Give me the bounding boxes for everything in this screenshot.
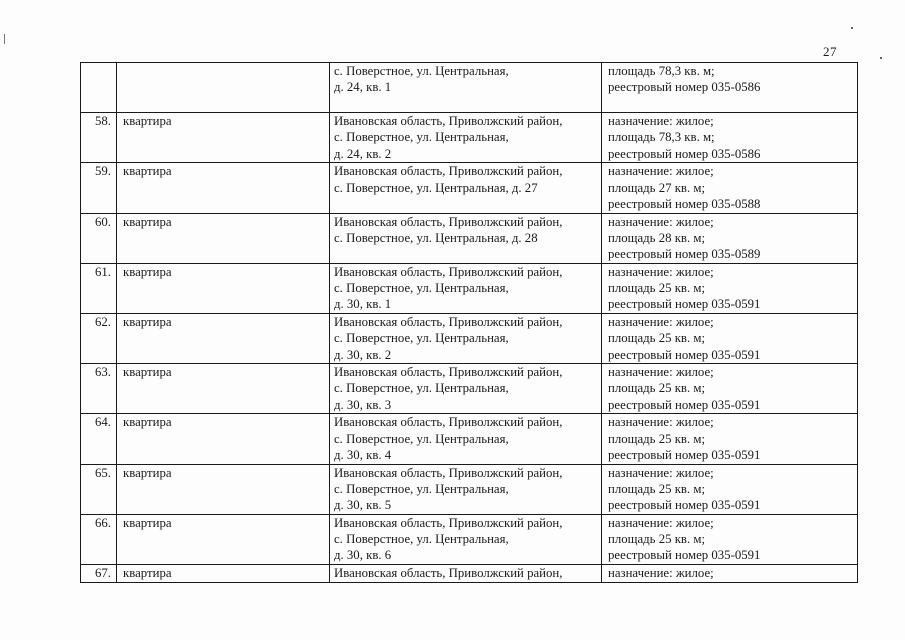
table-row [81, 464, 858, 514]
object-type: квартира [117, 414, 330, 464]
object-details: назначение: жилое; площадь 27 кв. м; реестровый номер 035-0588 [602, 163, 858, 213]
object-address: Ивановская область, Приволжский район, с. Поверстное, ул. Центральная, д. 27 [330, 163, 602, 213]
object-address: Ивановская область, Приволжский район, с. Поверстное, ул. Центральная, д. 30, кв. 1 [330, 263, 602, 313]
row-number: 60. [81, 213, 117, 263]
page-number: 27 [823, 44, 837, 59]
row-number: 67. [81, 564, 117, 582]
scan-speck [880, 57, 882, 59]
row-number: 63. [81, 364, 117, 414]
object-details: назначение: жилое; [602, 564, 858, 582]
table-row [81, 564, 858, 582]
object-details: назначение: жилое; площадь 28 кв. м; реестровый номер 035-0589 [602, 213, 858, 263]
row-number: 62. [81, 313, 117, 363]
row-number: 65. [81, 464, 117, 514]
object-address: Ивановская область, Приволжский район, с. Поверстное, ул. Центральная, д. 24, кв. 2 [330, 113, 602, 163]
object-address: Ивановская область, Приволжский район, с. Поверстное, ул. Центральная, д. 28 [330, 213, 602, 263]
object-address: Ивановская область, Приволжский район, с. Поверстное, ул. Центральная, д. 30, кв. 5 [330, 464, 602, 514]
object-address: Ивановская область, Приволжский район, [330, 564, 602, 582]
object-address: с. Поверстное, ул. Центральная, д. 24, кв. 1 [330, 63, 602, 113]
table-row [81, 263, 858, 313]
object-details: назначение: жилое; площадь 25 кв. м; реестровый номер 035-0591 [602, 464, 858, 514]
table-row [81, 364, 858, 414]
table-row [81, 63, 858, 113]
object-address: Ивановская область, Приволжский район, с. Поверстное, ул. Центральная, д. 30, кв. 2 [330, 313, 602, 363]
object-details: назначение: жилое; площадь 25 кв. м; реестровый номер 035-0591 [602, 364, 858, 414]
object-type [117, 63, 330, 113]
table-row [81, 514, 858, 564]
object-address: Ивановская область, Приволжский район, с. Поверстное, ул. Центральная, д. 30, кв. 4 [330, 414, 602, 464]
object-details: назначение: жилое; площадь 25 кв. м; реестровый номер 035-0591 [602, 313, 858, 363]
object-type: квартира [117, 564, 330, 582]
object-details: назначение: жилое; площадь 25 кв. м; реестровый номер 035-0591 [602, 514, 858, 564]
object-type: квартира [117, 313, 330, 363]
row-number [81, 63, 117, 113]
table-row [81, 313, 858, 363]
row-number: 66. [81, 514, 117, 564]
row-number: 59. [81, 163, 117, 213]
row-number: 58. [81, 113, 117, 163]
object-details: площадь 78,3 кв. м; реестровый номер 035-0586 [602, 63, 858, 113]
object-type: квартира [117, 213, 330, 263]
scan-speck [4, 34, 5, 44]
object-type: квартира [117, 163, 330, 213]
scan-speck [851, 27, 853, 29]
object-details: назначение: жилое; площадь 25 кв. м; реестровый номер 035-0591 [602, 414, 858, 464]
object-details: назначение: жилое; площадь 78,3 кв. м; реестровый номер 035-0586 [602, 113, 858, 163]
property-table [80, 62, 858, 583]
object-type: квартира [117, 464, 330, 514]
object-type: квартира [117, 364, 330, 414]
object-type: квартира [117, 113, 330, 163]
table-row [81, 213, 858, 263]
object-address: Ивановская область, Приволжский район, с. Поверстное, ул. Центральная, д. 30, кв. 6 [330, 514, 602, 564]
object-type: квартира [117, 514, 330, 564]
table-row [81, 163, 858, 213]
table-row [81, 414, 858, 464]
row-number: 64. [81, 414, 117, 464]
object-type: квартира [117, 263, 330, 313]
row-number: 61. [81, 263, 117, 313]
object-address: Ивановская область, Приволжский район, с. Поверстное, ул. Центральная, д. 30, кв. 3 [330, 364, 602, 414]
object-details: назначение: жилое; площадь 25 кв. м; реестровый номер 035-0591 [602, 263, 858, 313]
table-row [81, 113, 858, 163]
